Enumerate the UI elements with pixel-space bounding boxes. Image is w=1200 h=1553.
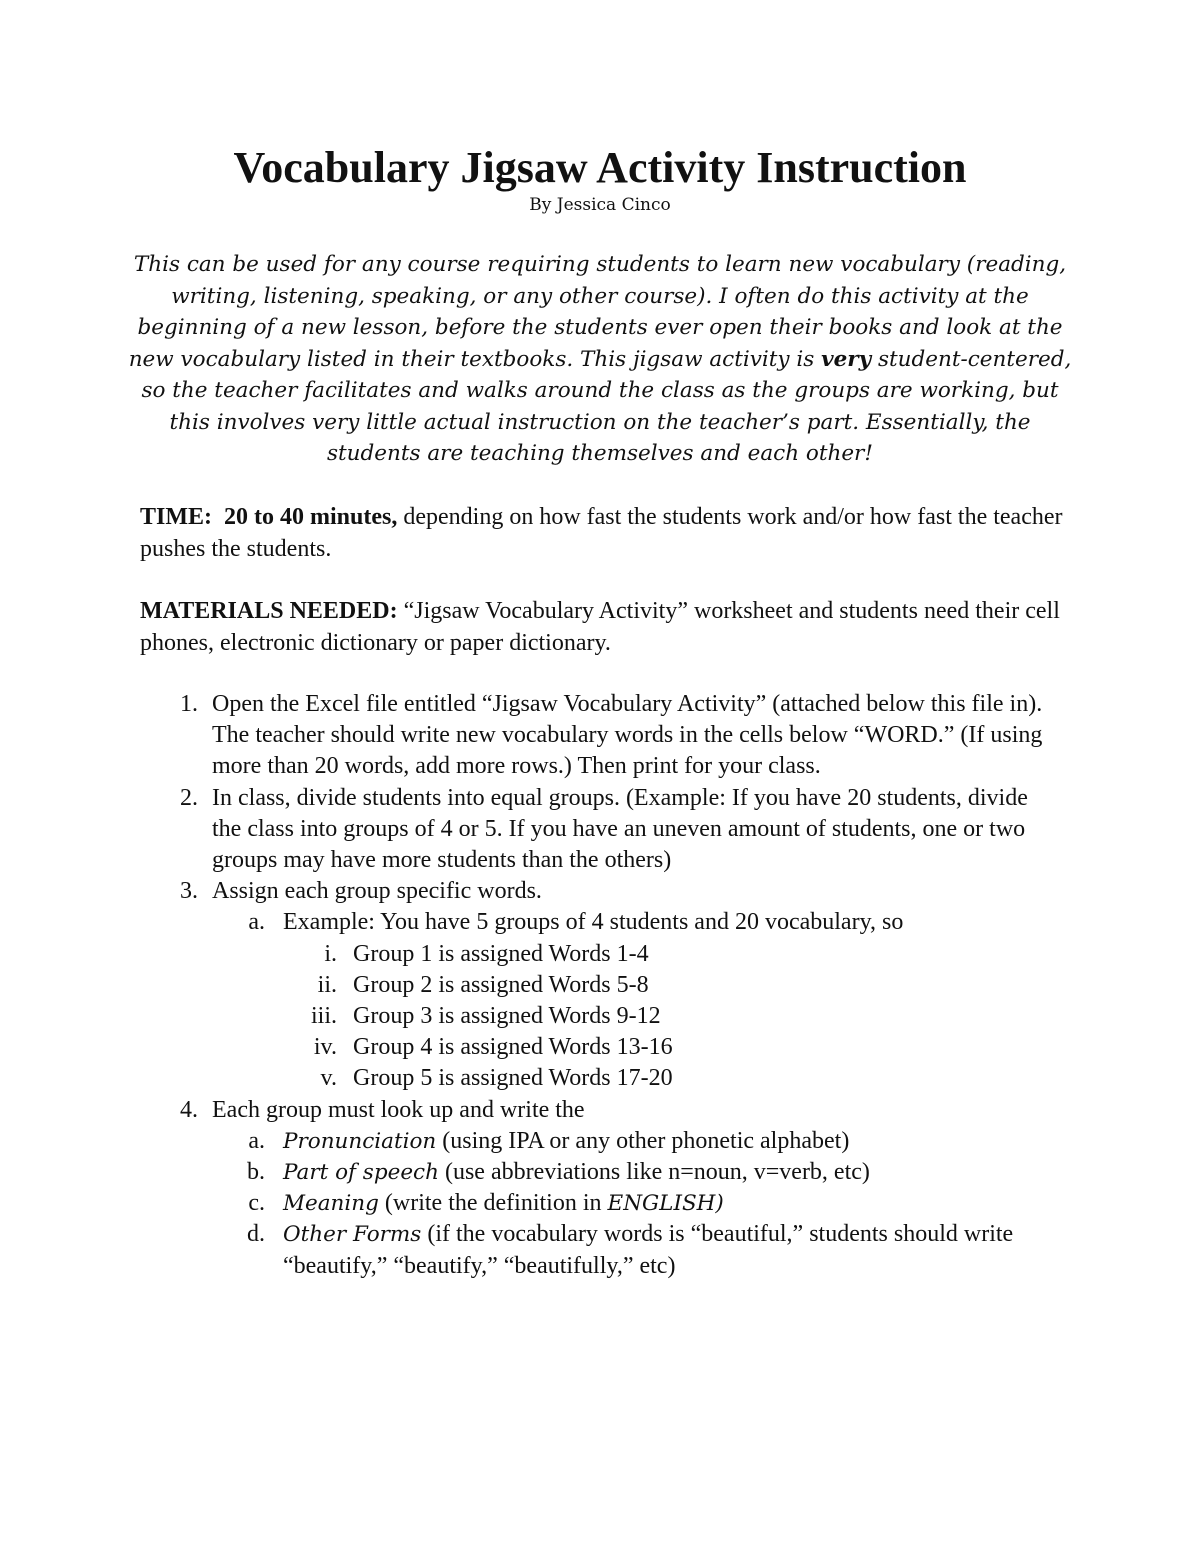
term-pronunciation: Pronunciation <box>283 1128 437 1154</box>
letter-marker: a. <box>248 1127 265 1154</box>
step-1-marker: 1. <box>180 691 198 717</box>
group-assignment-item <box>140 939 1053 970</box>
roman-marker: i. <box>324 940 337 967</box>
step-2 <box>140 783 1062 877</box>
group-assignment-item <box>140 1063 1053 1094</box>
instruction-steps <box>140 689 1080 1282</box>
author-byline: By Jessica Cinco <box>529 195 671 215</box>
step-3a-marker: a. <box>248 909 265 936</box>
step-3-marker: 3. <box>180 878 198 905</box>
term-description: (write the definition in <box>378 1190 608 1217</box>
letter-marker: c. <box>248 1190 265 1217</box>
time-description: depending on how fast the students work and/or how fast the teacher pushes the students. <box>140 504 1063 562</box>
group-assignment-item <box>140 1001 1053 1032</box>
group-assignment-text: Group 5 is assigned Words 17-20 <box>353 1065 673 1092</box>
roman-marker: iv. <box>313 1034 337 1061</box>
step-4-subitem <box>140 1219 1063 1281</box>
group-assignment-item <box>140 1032 1053 1063</box>
document-title: Vocabulary Jigsaw Activity Instruction <box>233 143 967 192</box>
intro-emphasis: very <box>821 346 872 372</box>
group-assignment-text: Group 2 is assigned Words 5-8 <box>353 971 649 998</box>
time-label: TIME: <box>140 504 212 530</box>
term-description: (use abbreviations like n=noun, v=verb, etc) <box>438 1159 870 1186</box>
letter-marker: d. <box>247 1221 265 1248</box>
intro-paragraph <box>120 249 1080 470</box>
materials-label: MATERIALS NEEDED: <box>140 598 398 624</box>
step-3-text: Assign each group specific words. <box>212 878 542 905</box>
step-1-text: Open the Excel file entitled “Jigsaw Vocabulary Activity” (attached below this file in). The teacher should write new vocabulary words in the cells below “WORD.” (If using more than 20 words, add more rows.) Then print for your class. <box>212 691 1043 780</box>
roman-marker: v. <box>320 1065 337 1092</box>
step-2-marker: 2. <box>180 784 198 811</box>
letter-marker: b. <box>247 1159 265 1186</box>
step-4-subitem <box>140 1157 1063 1188</box>
term-english: ENGLISH) <box>607 1191 724 1217</box>
group-assignment-text: Group 3 is assigned Words 9-12 <box>353 1003 661 1030</box>
intro-text-end: student-centered, so the teacher facilitates and walks around the class as the groups are working, but this involves very little actual instruction on the teacher’s part. Essentially, the students are teaching themselves and each other! <box>141 346 1072 466</box>
step-4-marker: 4. <box>180 1096 198 1123</box>
term-description: (using IPA or any other phonetic alphabet) <box>436 1127 850 1154</box>
term-part-of-speech: Part of speech <box>283 1160 439 1186</box>
term-description: (if the vocabulary words is “beautiful,” students should write “beautify,” “beautify,” “beautifully,” etc) <box>283 1221 1014 1279</box>
group-assignment-text: Group 4 is assigned Words 13-16 <box>353 1034 673 1061</box>
step-3a <box>140 907 1063 938</box>
intro-text-start: This can be used for any course requiring students to learn new vocabulary (reading, writing, listening, speaking, or any other course). I often do this activity at the beginning of a new lesson, before the students ever open their books and look at the new vocabulary listed in their textbooks. This jigsaw activity is <box>128 252 1067 372</box>
step-4-text: Each group must look up and write the <box>212 1096 585 1123</box>
step-4-subitem <box>140 1188 1063 1219</box>
materials-paragraph <box>140 595 1080 659</box>
group-assignment-item <box>140 970 1053 1001</box>
step-4 <box>140 1095 1062 1126</box>
materials-description: “Jigsaw Vocabulary Activity” worksheet and students need their cell phones, electronic dictionary or paper dictionary. <box>140 598 1060 656</box>
group-assignment-text: Group 1 is assigned Words 1-4 <box>353 940 649 967</box>
step-2-text: In class, divide students into equal groups. (Example: If you have 20 students, divide the class into groups of 4 or 5. If you have an uneven amount of students, one or two groups may have more students than the others) <box>212 784 1028 874</box>
time-paragraph <box>140 501 1080 565</box>
step-1 <box>140 689 1062 783</box>
step-4-subitem <box>140 1126 1063 1157</box>
roman-marker: ii. <box>317 971 337 998</box>
step-3 <box>140 876 1062 907</box>
term-other-forms: Other Forms <box>283 1222 422 1248</box>
term-meaning: Meaning <box>283 1191 379 1217</box>
roman-marker: iii. <box>310 1003 337 1030</box>
step-3a-text: Example: You have 5 groups of 4 students and 20 vocabulary, so <box>283 909 904 936</box>
time-value: 20 to 40 minutes, <box>224 504 398 530</box>
